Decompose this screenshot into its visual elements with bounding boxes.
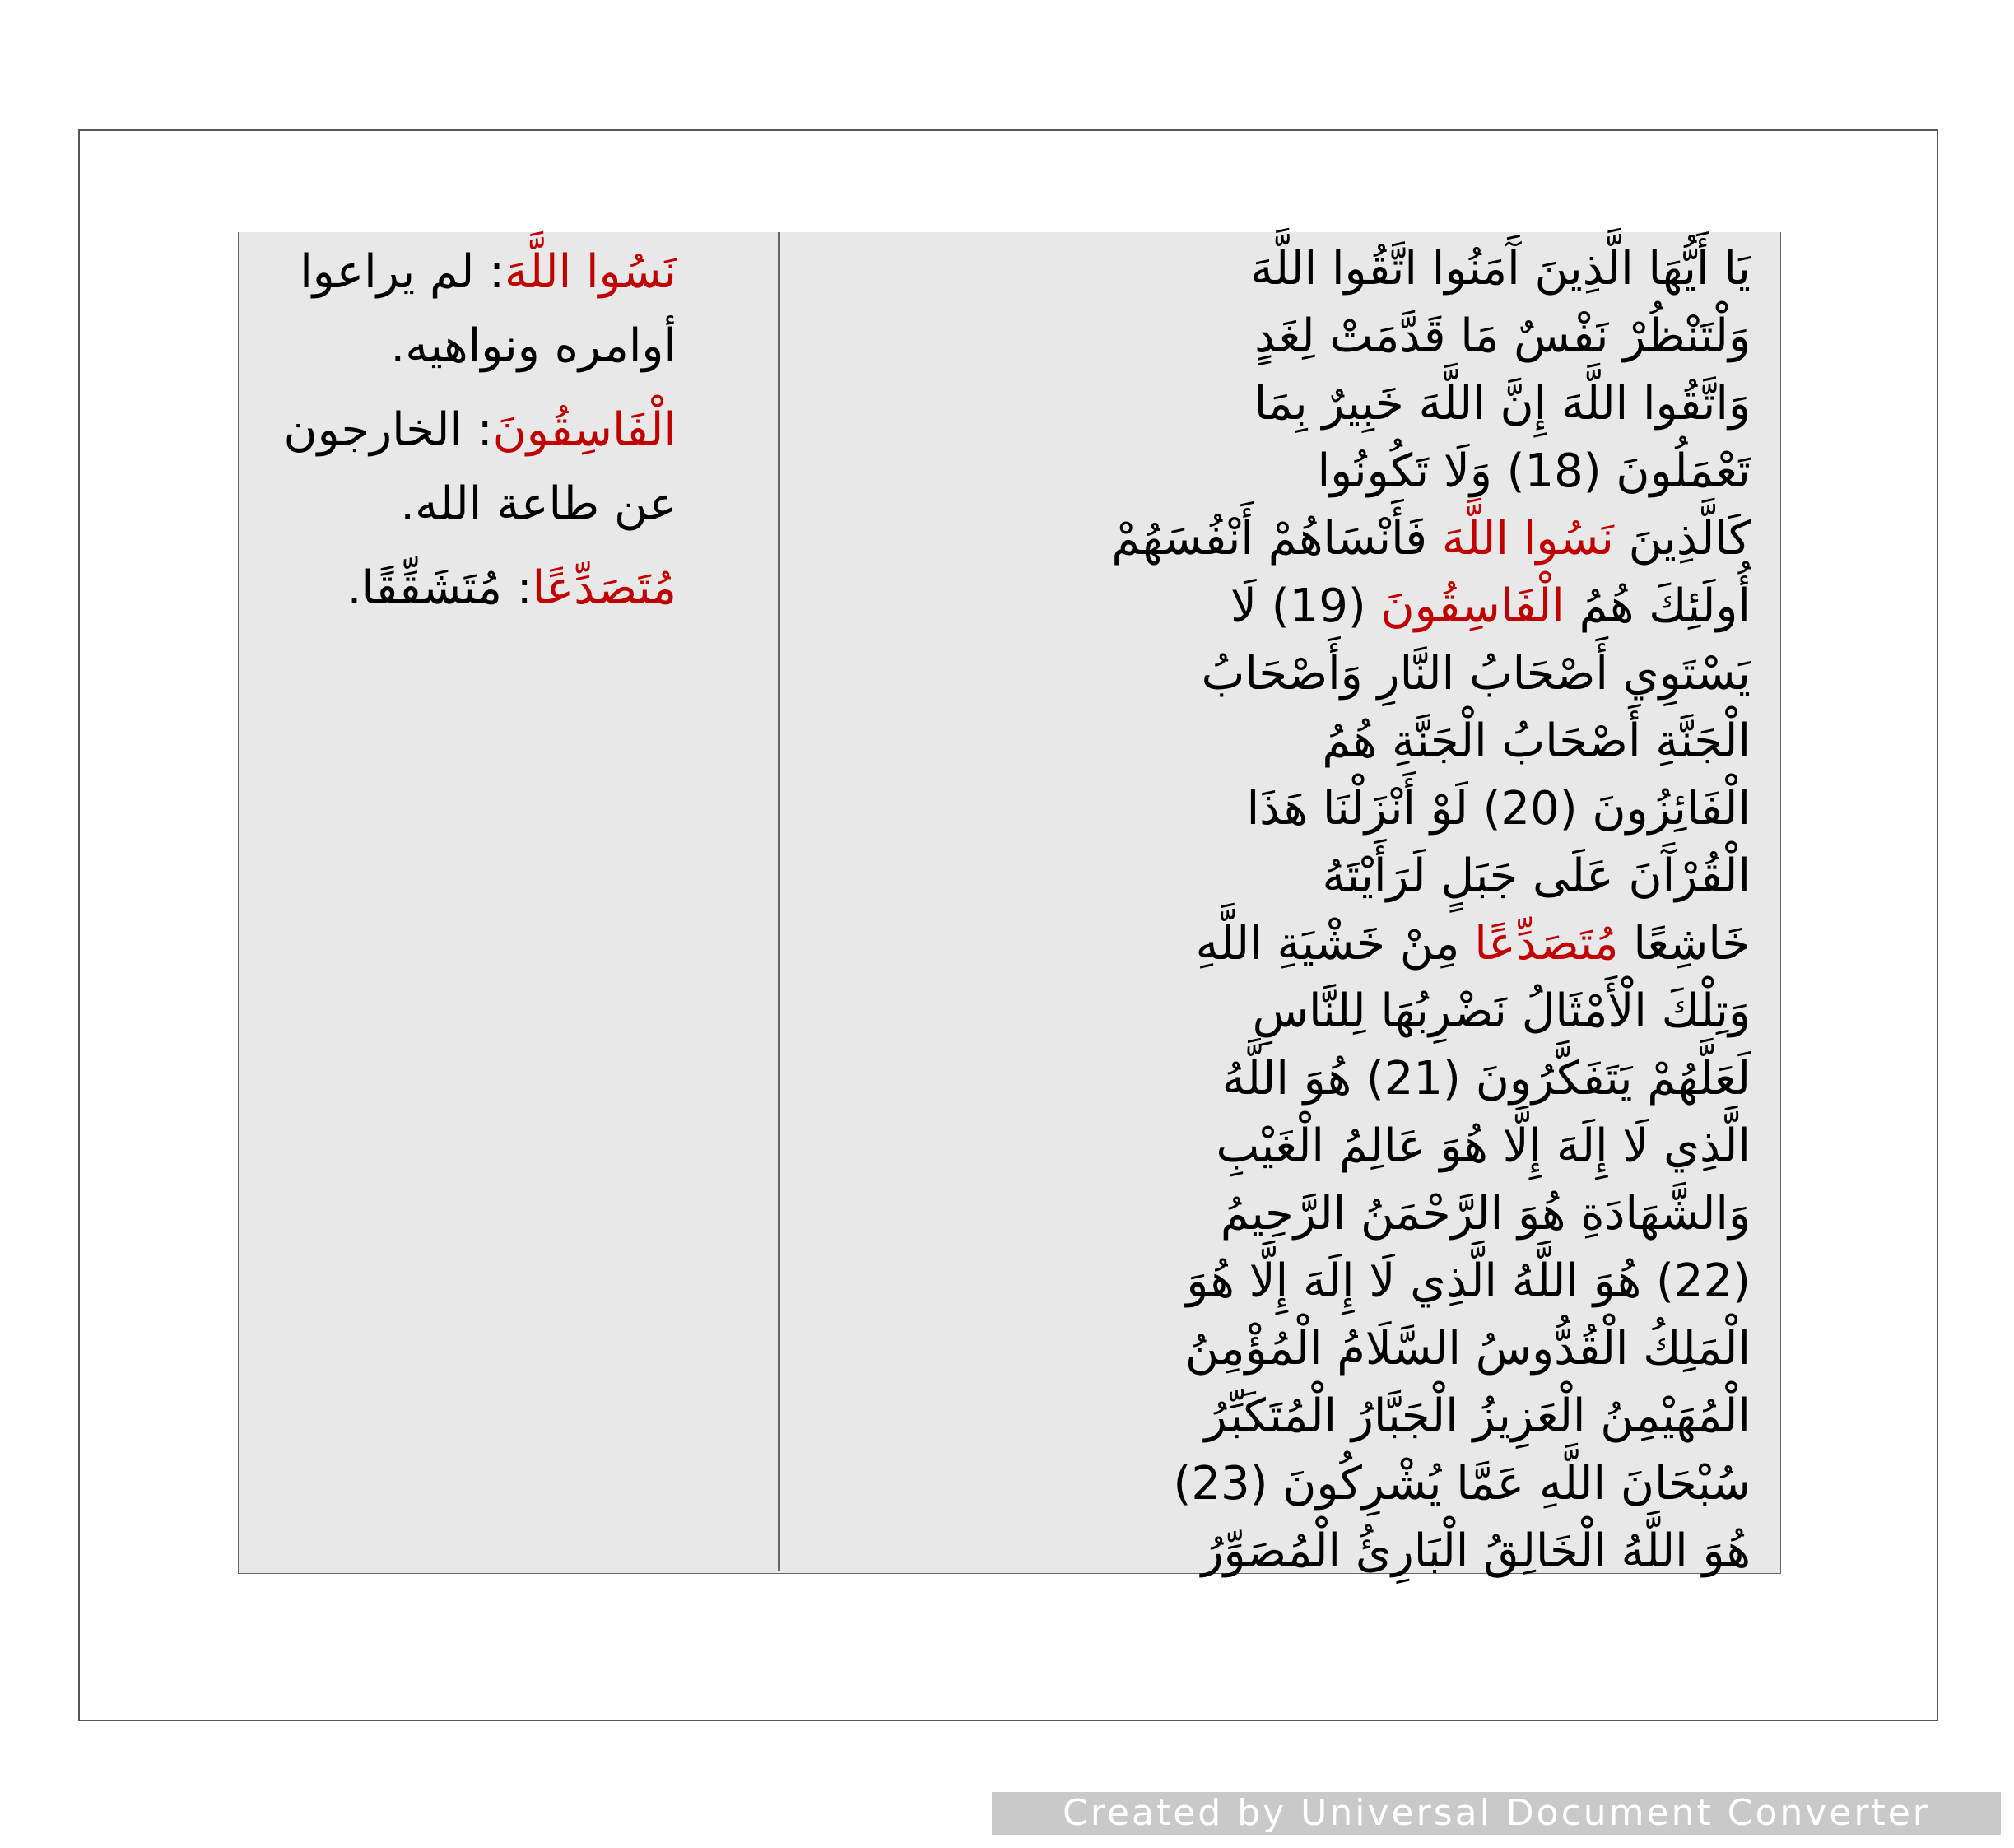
verse-text: يَسْتَوِي أَصْحَابُ النَّارِ وَأَصْحَابُ xyxy=(1201,647,1751,701)
verse-text: خَاشِعًا xyxy=(1618,917,1751,971)
verse-line xyxy=(800,1315,1759,1383)
verse-line xyxy=(800,708,1759,775)
verse-text: فَأَنْسَاهُمْ أَنْفُسَهُمْ xyxy=(1111,512,1442,566)
verse-text: وَلْتَنْظُرْ نَفْسٌ مَا قَدَّمَتْ لِغَدٍ xyxy=(1254,310,1751,363)
glossary-entry xyxy=(257,235,767,384)
verse-text: لَعَلَّهُمْ يَتَفَكَّرُونَ (21) هُوَ اللَّهُ xyxy=(1221,1052,1751,1106)
verse-text: الَّذِي لَا إِلَهَ إِلَّا هُوَ عَالِمُ الْغَيْبِ xyxy=(1216,1120,1751,1173)
verse-line xyxy=(800,573,1759,640)
verse-line xyxy=(800,843,1759,910)
verse-highlight-term: نَسُوا اللَّهَ xyxy=(1441,512,1614,566)
verse-text: مِنْ خَشْيَةِ اللَّهِ xyxy=(1195,917,1475,971)
glossary-separator: : xyxy=(463,403,493,457)
glossary-definition: لم يراعوا أوامره ونواهيه. xyxy=(300,245,677,373)
document-table xyxy=(238,232,1781,1578)
verse-line xyxy=(800,438,1759,505)
verse-text: وَتِلْكَ الْأَمْثَالُ نَضْرِبُهَا لِلنَّاسِ xyxy=(1252,985,1751,1038)
glossary-entry xyxy=(257,393,767,542)
verse-line xyxy=(800,1045,1759,1113)
watermark-banner: Created by Universal Document Converter xyxy=(992,1792,2001,1835)
glossary-term: نَسُوا اللَّهَ xyxy=(504,245,677,299)
glossary-column xyxy=(257,235,767,635)
verse-line xyxy=(800,640,1759,708)
verse-text: الْجَنَّةِ أَصْحَابُ الْجَنَّةِ هُمُ xyxy=(1322,715,1751,768)
verses-column xyxy=(800,235,1759,1585)
verse-text: الْمُهَيْمِنُ الْعَزِيزُ الْجَبَّارُ الْمُتَكَبِّرُ xyxy=(1204,1389,1751,1443)
verse-text: الْفَائِزُونَ (20) لَوْ أَنْزَلْنَا هَذَا xyxy=(1246,782,1751,836)
verse-text: يَا أَيُّهَا الَّذِينَ آَمَنُوا اتَّقُوا اللَّهَ xyxy=(1250,242,1751,296)
glossary-definition: مُتَشَقِّقًا. xyxy=(347,561,502,615)
verse-line xyxy=(800,303,1759,370)
verse-line xyxy=(800,1518,1759,1585)
verse-text: الْقُرْآَنَ عَلَى جَبَلٍ لَرَأَيْتَهُ xyxy=(1322,850,1751,903)
verse-text: الْمَلِكُ الْقُدُّوسُ السَّلَامُ الْمُؤْمِنُ xyxy=(1184,1322,1751,1376)
glossary-separator: : xyxy=(502,561,533,615)
verse-text: تَعْمَلُونَ (18) وَلَا تَكُونُوا xyxy=(1317,445,1751,498)
verse-line xyxy=(800,235,1759,303)
verse-highlight-term: الْفَاسِقُونَ xyxy=(1380,580,1565,633)
verse-line xyxy=(800,1180,1759,1248)
verse-text: وَاتَّقُوا اللَّهَ إِنَّ اللَّهَ خَبِيرٌ بِمَا xyxy=(1254,377,1751,431)
verse-line xyxy=(800,1450,1759,1518)
verse-line xyxy=(800,1383,1759,1450)
glossary-term: مُتَصَدِّعًا xyxy=(532,561,677,615)
glossary-definition: الخارجون عن طاعة الله. xyxy=(283,403,677,531)
verse-text: هُوَ اللَّهُ الْخَالِقُ الْبَارِئُ الْمُصَوِّرُ xyxy=(1201,1524,1751,1578)
glossary-term: الْفَاسِقُونَ xyxy=(492,403,677,457)
verse-line xyxy=(800,505,1759,573)
verse-text: (19) لَا xyxy=(1230,580,1381,633)
verse-line xyxy=(800,370,1759,438)
verse-text: وَالشَّهَادَةِ هُوَ الرَّحْمَنُ الرَّحِيمُ xyxy=(1220,1187,1751,1241)
verse-line xyxy=(800,978,1759,1045)
verse-text: (22) هُوَ اللَّهُ الَّذِي لَا إِلَهَ إِلَّا هُوَ xyxy=(1186,1254,1751,1308)
verse-line xyxy=(800,1113,1759,1180)
verse-text: سُبْحَانَ اللَّهِ عَمَّا يُشْرِكُونَ (23) xyxy=(1173,1457,1751,1511)
verse-line xyxy=(800,1248,1759,1315)
column-divider xyxy=(778,232,781,1571)
glossary-separator: : xyxy=(474,245,505,299)
verse-text: كَالَّذِينَ xyxy=(1613,512,1751,566)
verse-highlight-term: مُتَصَدِّعًا xyxy=(1474,917,1619,971)
glossary-entry xyxy=(257,552,767,626)
verse-text: أُولَئِكَ هُمُ xyxy=(1564,580,1751,633)
verse-line xyxy=(800,775,1759,843)
verse-line xyxy=(800,910,1759,978)
